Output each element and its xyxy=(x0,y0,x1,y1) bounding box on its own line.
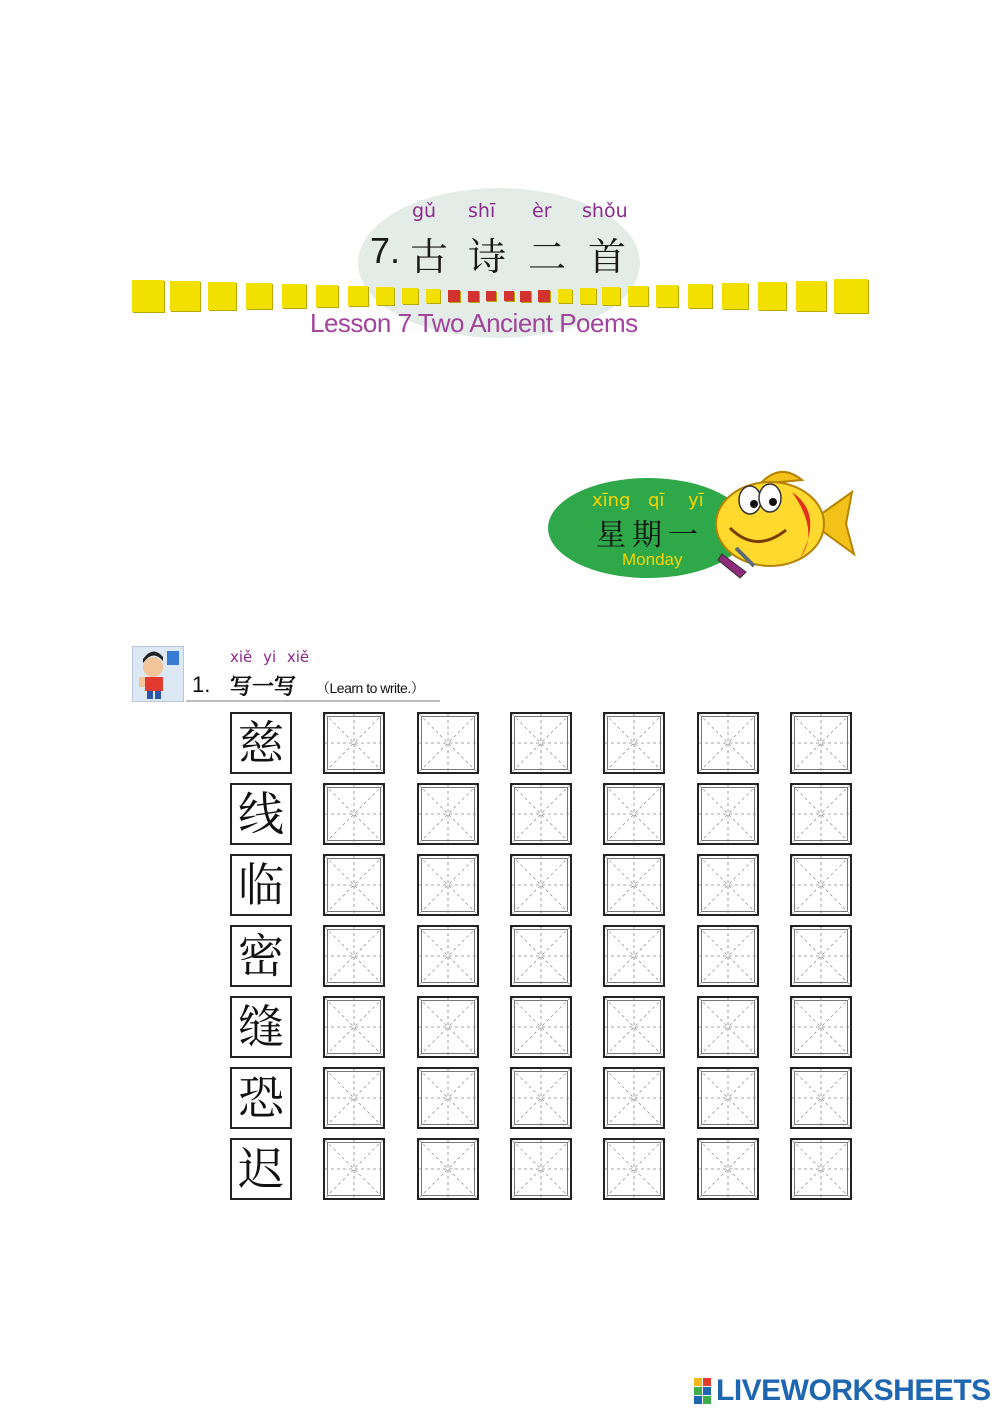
decorative-square xyxy=(796,281,826,311)
practice-box[interactable] xyxy=(510,996,572,1058)
decorative-square xyxy=(246,283,272,309)
practice-box[interactable] xyxy=(697,925,759,987)
practice-box[interactable] xyxy=(603,712,665,774)
practice-box[interactable] xyxy=(697,712,759,774)
model-character: 恐 xyxy=(238,1071,284,1125)
title-pinyin xyxy=(408,200,648,226)
practice-box[interactable] xyxy=(697,854,759,916)
model-character-box xyxy=(230,1138,292,1200)
title-pinyin-1: gǔ xyxy=(412,200,437,222)
day-hanzi: 星期一 xyxy=(596,518,704,553)
practice-box[interactable] xyxy=(417,783,479,845)
practice-box[interactable] xyxy=(790,1138,852,1200)
practice-box[interactable] xyxy=(510,925,572,987)
decorative-square xyxy=(348,286,368,306)
decorative-square xyxy=(558,289,572,303)
model-character-box xyxy=(230,996,292,1058)
practice-box[interactable] xyxy=(417,925,479,987)
practice-box[interactable] xyxy=(697,1138,759,1200)
day-english: Monday xyxy=(622,550,683,569)
decorative-square xyxy=(132,280,164,312)
model-character: 缝 xyxy=(238,1000,284,1054)
model-character-box xyxy=(230,712,292,774)
decorative-square xyxy=(468,291,479,302)
model-character: 密 xyxy=(238,929,284,983)
practice-box[interactable] xyxy=(790,712,852,774)
decorative-square xyxy=(834,279,868,313)
practice-box[interactable] xyxy=(790,854,852,916)
practice-box[interactable] xyxy=(510,1138,572,1200)
decorative-square xyxy=(426,289,440,303)
exercise-pinyin-1: xiě xyxy=(230,648,253,666)
decorative-square xyxy=(602,287,620,305)
practice-box[interactable] xyxy=(510,854,572,916)
practice-box[interactable] xyxy=(323,996,385,1058)
model-character-box xyxy=(230,854,292,916)
title-pinyin-4: shǒu xyxy=(582,200,628,222)
exercise-subtitle: （Learn to write.） xyxy=(316,680,425,696)
lesson-number: 7. xyxy=(370,230,401,271)
practice-box[interactable] xyxy=(323,1138,385,1200)
practice-box[interactable] xyxy=(603,925,665,987)
practice-box[interactable] xyxy=(603,996,665,1058)
exercise-number: 1. xyxy=(192,672,211,697)
title-pinyin-2: shī xyxy=(468,200,496,222)
practice-box[interactable] xyxy=(417,712,479,774)
exercise-pinyin-3: xiě xyxy=(286,648,310,666)
practice-box[interactable] xyxy=(417,996,479,1058)
model-character-box xyxy=(230,783,292,845)
practice-box[interactable] xyxy=(603,1138,665,1200)
exercise-pinyin xyxy=(230,648,315,666)
title-char-4: 首 xyxy=(588,235,627,279)
model-character: 迟 xyxy=(238,1142,284,1196)
decorative-square xyxy=(538,290,550,302)
child-avatar-icon xyxy=(132,646,184,702)
title-char-1: 古 xyxy=(410,235,449,279)
decorative-square xyxy=(486,291,496,301)
decorative-square xyxy=(208,282,236,310)
practice-box[interactable] xyxy=(323,854,385,916)
decorative-square xyxy=(504,291,514,301)
decorative-square xyxy=(656,285,678,307)
watermark-text: LIVEWORKSHEETS xyxy=(716,1374,991,1407)
practice-box[interactable] xyxy=(510,712,572,774)
practice-box[interactable] xyxy=(603,1067,665,1129)
practice-box[interactable] xyxy=(697,783,759,845)
practice-box[interactable] xyxy=(603,783,665,845)
fish-mascot-icon xyxy=(700,462,860,582)
practice-box[interactable] xyxy=(323,1067,385,1129)
decorative-square xyxy=(316,285,338,307)
model-character: 线 xyxy=(238,787,284,841)
lesson-english-title: Lesson 7 Two Ancient Poems xyxy=(310,308,638,338)
decorative-square xyxy=(688,284,712,308)
exercise-underline xyxy=(186,700,440,702)
title-pinyin-3: èr xyxy=(532,200,552,222)
practice-box[interactable] xyxy=(697,996,759,1058)
decorative-square xyxy=(448,290,460,302)
practice-box[interactable] xyxy=(417,1067,479,1129)
decorative-square xyxy=(722,283,748,309)
practice-box[interactable] xyxy=(510,1067,572,1129)
practice-box[interactable] xyxy=(697,1067,759,1129)
model-character: 临 xyxy=(238,858,284,912)
decorative-square xyxy=(628,286,648,306)
day-pinyin-3: yī xyxy=(688,490,704,511)
decorative-square xyxy=(580,288,596,304)
decorative-square xyxy=(170,281,200,311)
decorative-square xyxy=(282,284,306,308)
model-character-box xyxy=(230,925,292,987)
practice-box[interactable] xyxy=(323,783,385,845)
title-char-2: 诗 xyxy=(468,235,507,279)
exercise-title: 写一写 xyxy=(230,674,297,700)
practice-box[interactable] xyxy=(790,996,852,1058)
title-char-3: 二 xyxy=(528,235,567,279)
exercise-pinyin-2: yi xyxy=(263,648,277,666)
day-pinyin-1: xīng xyxy=(592,490,631,511)
decorative-square xyxy=(376,287,394,305)
decorative-square xyxy=(520,291,531,302)
model-character-box xyxy=(230,1067,292,1129)
practice-box[interactable] xyxy=(510,783,572,845)
day-pinyin-2: qī xyxy=(648,490,665,511)
practice-box[interactable] xyxy=(790,925,852,987)
liveworksheets-logo-icon xyxy=(694,1378,712,1404)
practice-box[interactable] xyxy=(790,783,852,845)
practice-box[interactable] xyxy=(790,1067,852,1129)
practice-box[interactable] xyxy=(323,925,385,987)
decorative-square xyxy=(402,288,418,304)
practice-box[interactable] xyxy=(417,1138,479,1200)
practice-box[interactable] xyxy=(417,854,479,916)
model-character: 慈 xyxy=(238,716,284,770)
practice-box[interactable] xyxy=(323,712,385,774)
decorative-square xyxy=(758,282,786,310)
practice-box[interactable] xyxy=(603,854,665,916)
